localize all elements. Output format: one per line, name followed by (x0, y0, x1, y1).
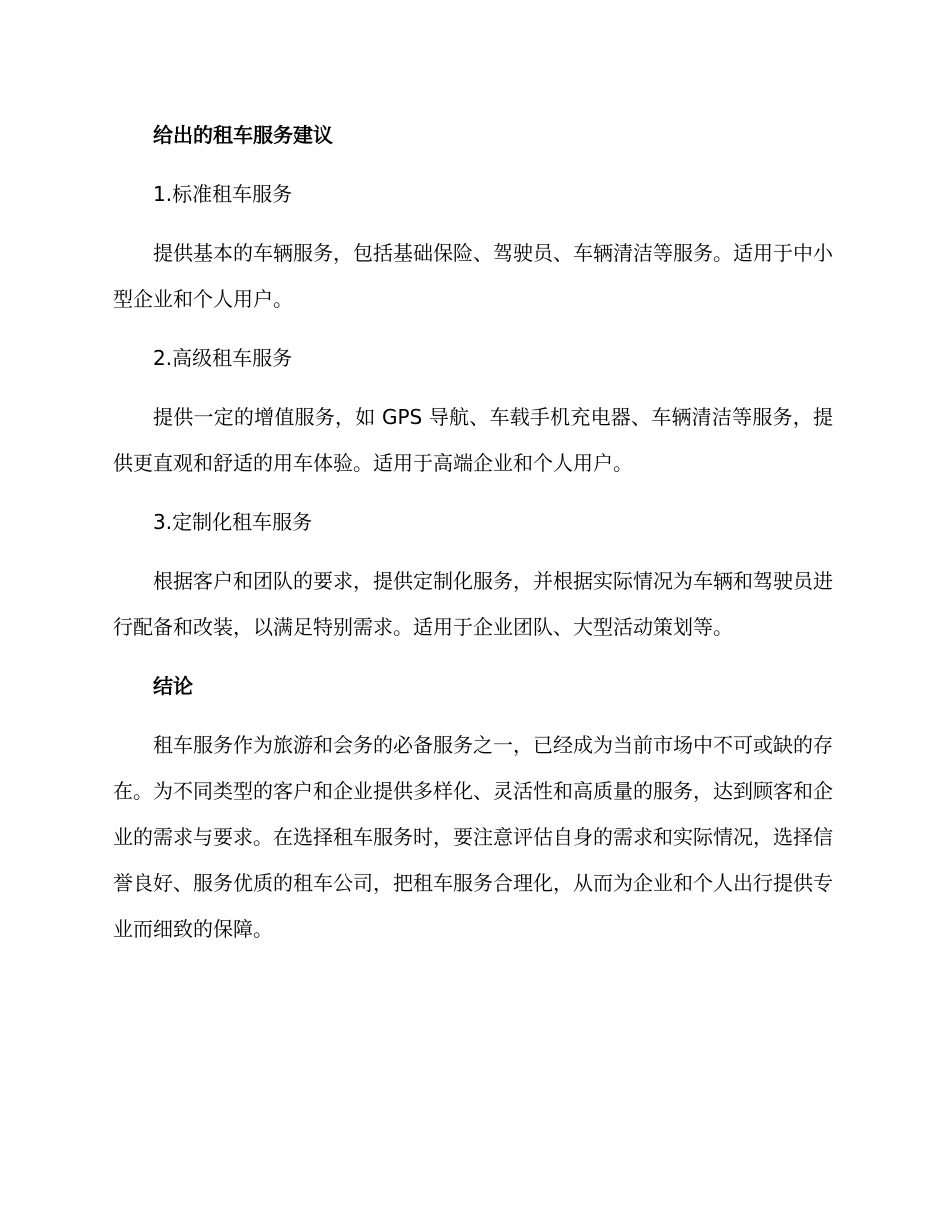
subheading-standard-service: 1.标准租车服务 (153, 182, 293, 206)
paragraph-custom-service: 根据客户和团队的要求，提供定制化服务，并根据实际情况为车辆和驾驶员进行配备和改装，以满足特别需求。适用于企业团队、大型活动策划等。 (113, 569, 833, 639)
section-heading-conclusion: 结论 (153, 674, 193, 698)
subheading-premium-service: 2.高级租车服务 (153, 346, 293, 370)
paragraph-premium-service: 提供一定的增值服务，如 GPS 导航、车载手机充电器、车辆清洁等服务，提供更直观和舒适的用车体验。适用于高端企业和个人用户。 (113, 405, 833, 475)
subheading-custom-service: 3.定制化租车服务 (153, 510, 313, 534)
document-content (113, 112, 833, 965)
paragraph-conclusion: 租车服务作为旅游和会务的必备服务之一，已经成为当前市场中不可或缺的存在。为不同类型的客户和企业提供多样化、灵活性和高质量的服务，达到顾客和企业的需求与要求。在选择租车服务时，要注意评估自身的需求和实际情况，选择信誉良好、服务优质的租车公司，把租车服务合理化，从而为企业和个人出行提供专业而细致的保障。 (113, 733, 833, 941)
paragraph-standard-service: 提供基本的车辆服务，包括基础保险、驾驶员、车辆清洁等服务。适用于中小型企业和个人用户。 (113, 241, 833, 311)
section-heading-rental-suggestions: 给出的租车服务建议 (153, 123, 333, 147)
